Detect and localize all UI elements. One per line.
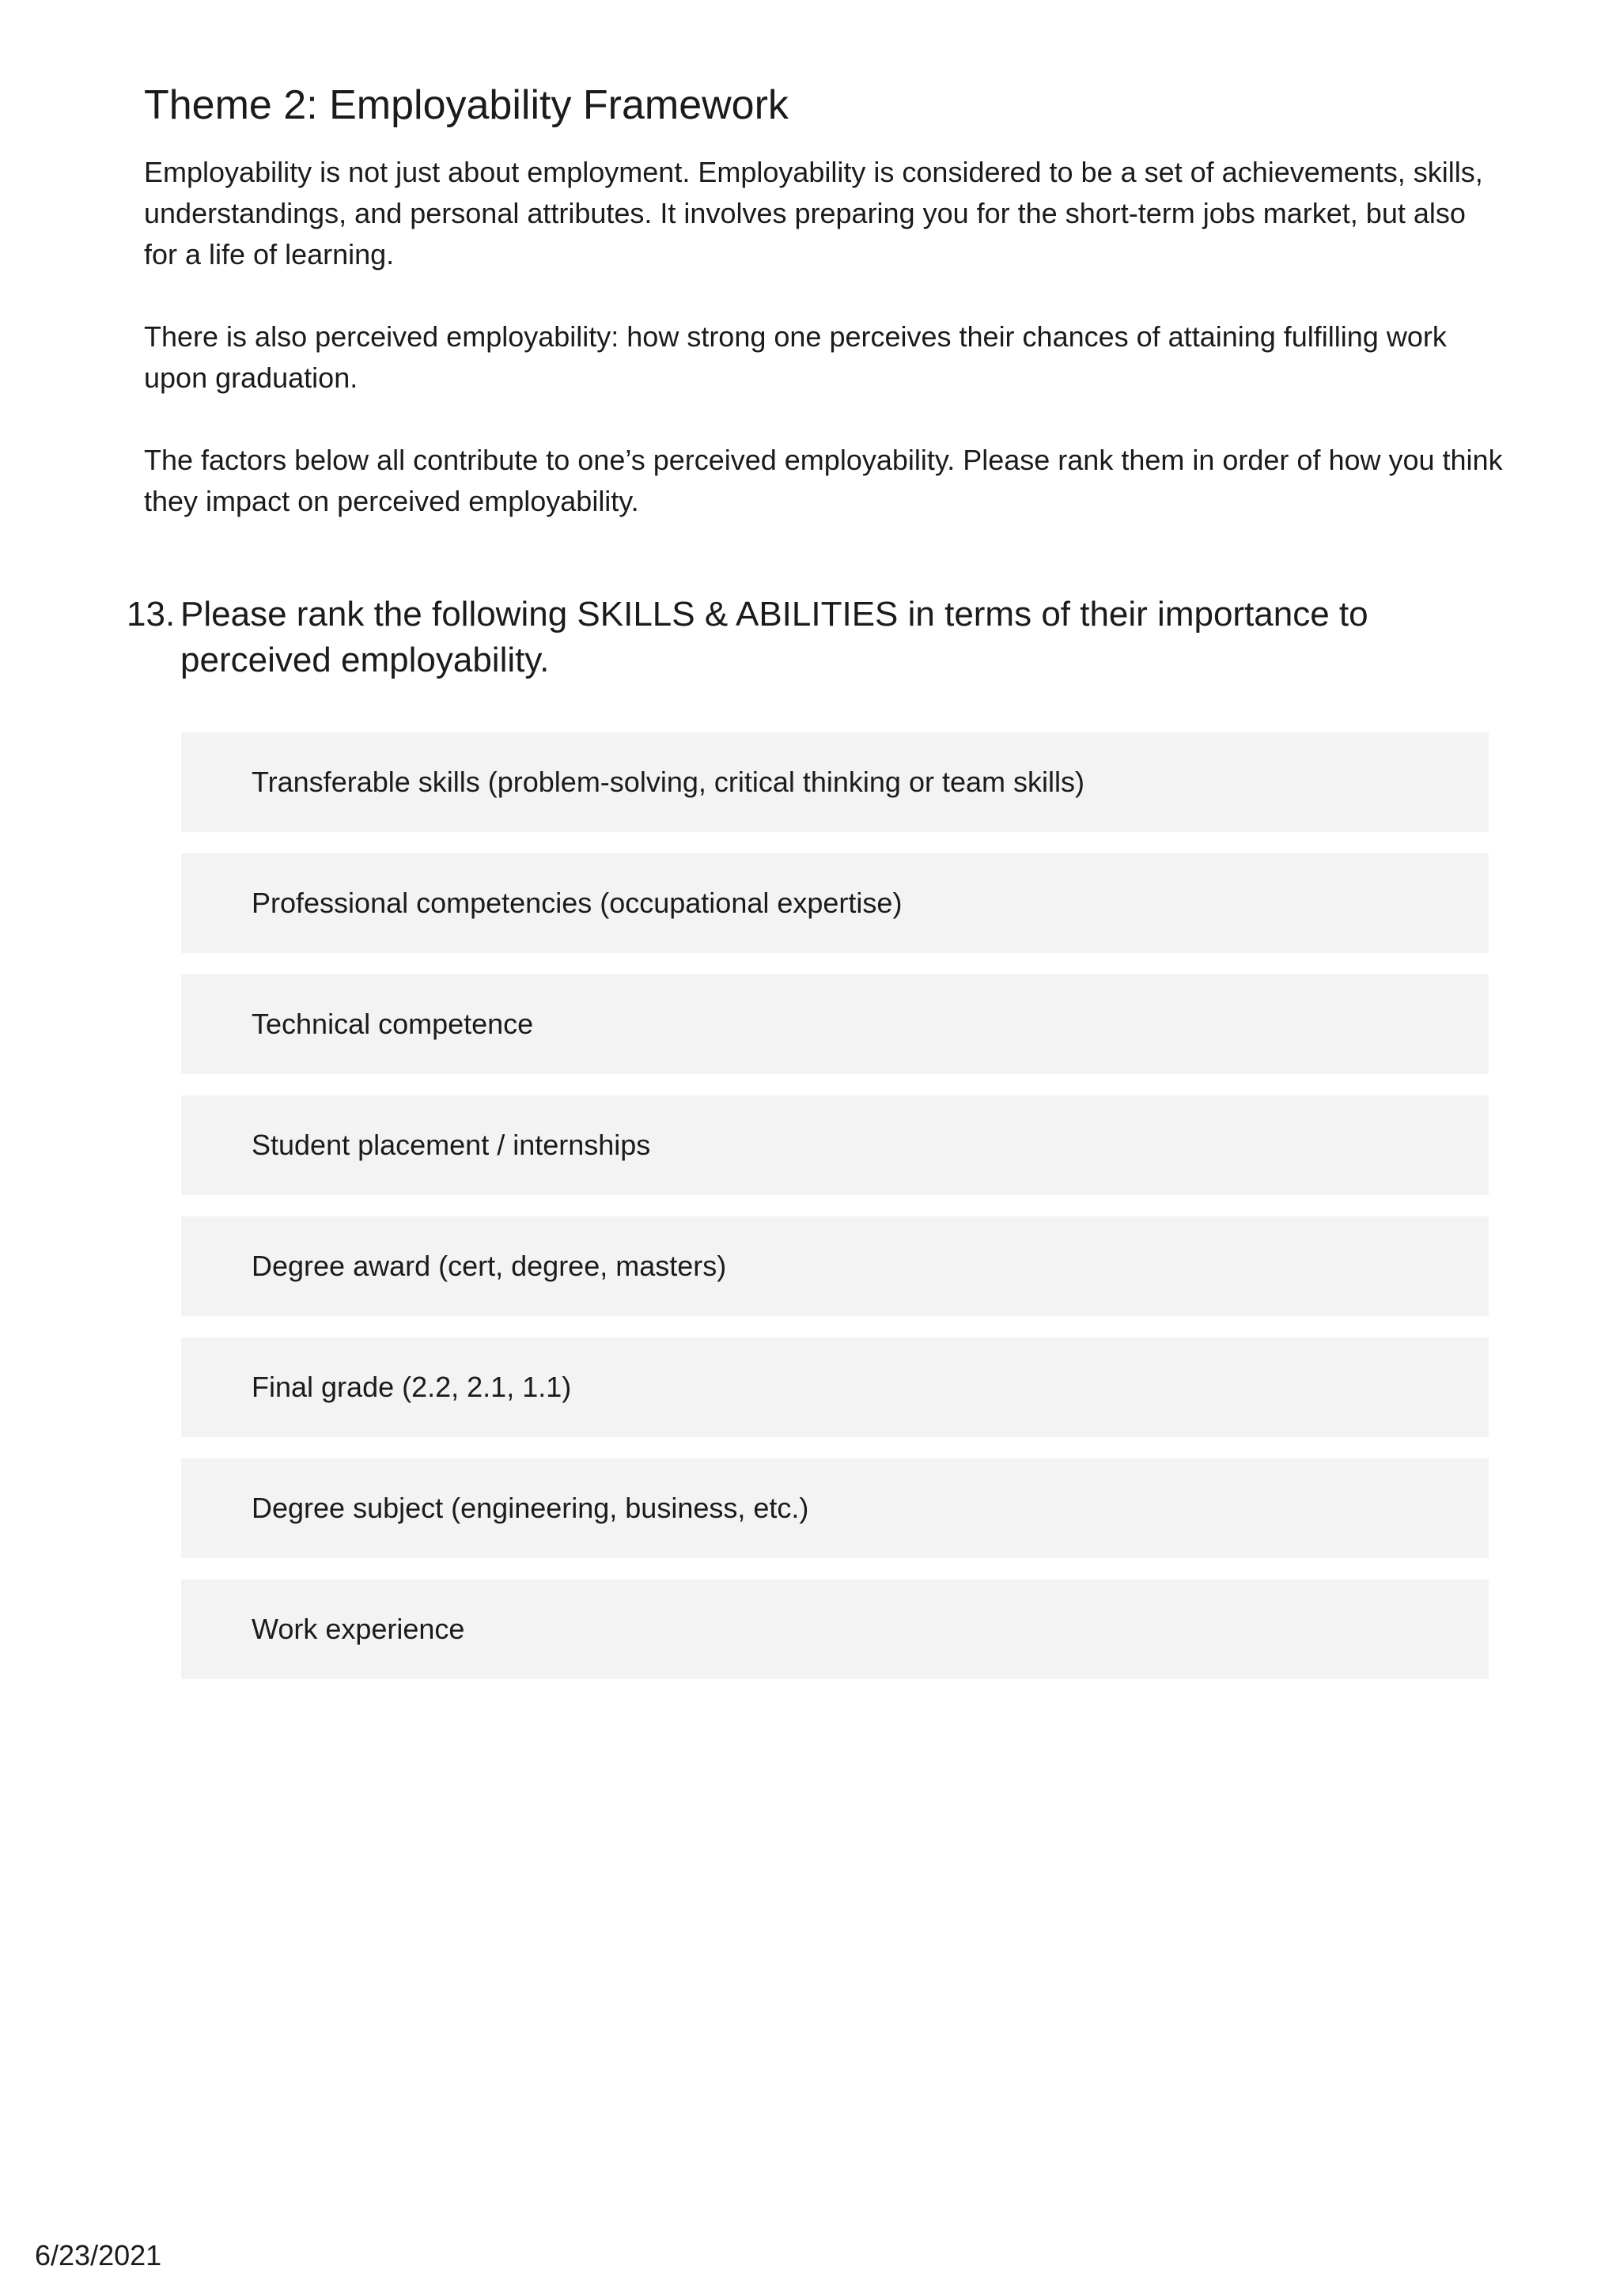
rank-option-technical-competence[interactable]: Technical competence (181, 974, 1489, 1074)
description-paragraph: The factors below all contribute to one’s perceived employability. Please rank them in order of how you think they impact on perceived employability. (144, 444, 1503, 517)
description-paragraph: Employability is not just about employment. Employability is considered to be a set of achievements, skills, understandings, and personal attributes. It involves preparing you for the short-term jobs market, but also for a life of learning. (144, 156, 1483, 270)
description-paragraph: There is also perceived employability: how strong one perceives their chances of attaining fulfilling work upon graduation. (144, 320, 1447, 394)
rank-option-transferable-skills[interactable]: Transferable skills (problem-solving, critical thinking or team skills) (181, 732, 1489, 832)
footer-date: 6/23/2021 (35, 2239, 162, 2271)
rank-option-student-placement[interactable]: Student placement / internships (181, 1095, 1489, 1195)
question-number: 13. (127, 595, 176, 634)
question-13 (127, 592, 1503, 683)
rank-option-work-experience[interactable]: Work experience (181, 1579, 1489, 1679)
rank-option-final-grade[interactable]: Final grade (2.2, 2.1, 1.1) (181, 1337, 1489, 1437)
section-description (144, 152, 1505, 563)
question-title (127, 592, 1503, 683)
rank-option-professional-competencies[interactable]: Professional competencies (occupational expertise) (181, 853, 1489, 953)
rank-option-degree-award[interactable]: Degree award (cert, degree, masters) (181, 1216, 1489, 1316)
rank-option-degree-subject[interactable]: Degree subject (engineering, business, etc.) (181, 1458, 1489, 1558)
ranking-list (181, 732, 1489, 1700)
question-text: Please rank the following SKILLS & ABILITIES in terms of their importance to perceived employability. (180, 595, 1368, 679)
section-title: Theme 2: Employability Framework (144, 82, 789, 128)
